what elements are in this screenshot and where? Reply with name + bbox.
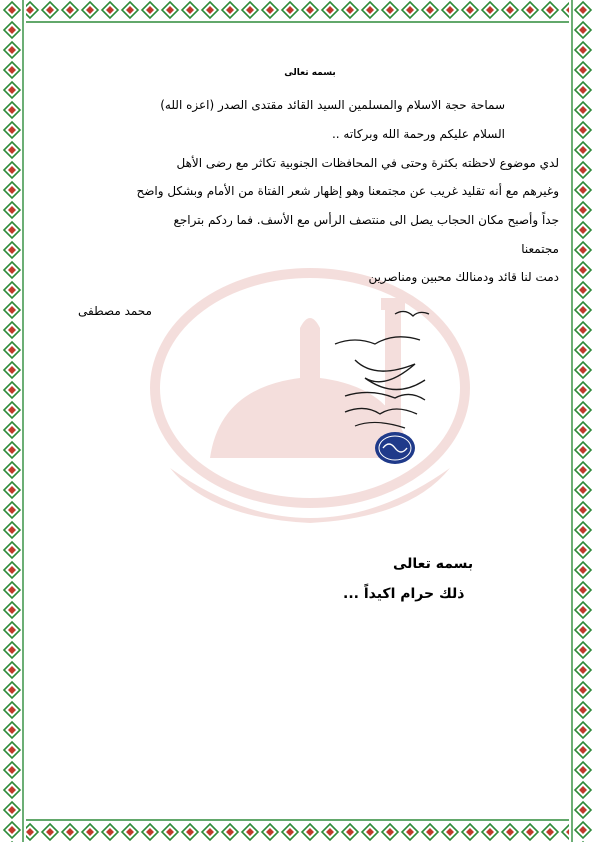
body-line: لدي موضوع لاحظته بكثرة وحتى في المحافظات الجنوبية تكاثر مع رضى الأهل bbox=[176, 156, 559, 170]
decorative-border-top bbox=[0, 0, 595, 26]
reply-heading: بسمه تعالى bbox=[393, 556, 474, 572]
letter-heading: بسمه تعالى bbox=[284, 68, 336, 78]
body-line: جداً وأصبح مكان الحجاب يصل الى منتصف الرأس مع الأسف. فما ردكم بتراجع bbox=[173, 213, 559, 227]
official-seal-stamp bbox=[373, 430, 417, 466]
reply-text: ذلك حرام اكيداً ... bbox=[343, 586, 465, 602]
sender-name: محمد مصطفى bbox=[78, 304, 152, 318]
decorative-border-left bbox=[0, 0, 26, 842]
handwritten-annotation bbox=[325, 300, 435, 435]
decorative-border-bottom bbox=[0, 816, 595, 842]
salutation-line: سماحة حجة الاسلام والمسلمين السيد القائد مقتدى الصدر (اعزه الله) bbox=[160, 98, 505, 112]
body-line: دمت لنا قائد ودمنالك محبين ومناصرين bbox=[368, 270, 559, 284]
decorative-border-right bbox=[569, 0, 595, 842]
body-line: مجتمعنا bbox=[521, 242, 559, 256]
body-line: وغيرهم مع أنه تقليد غريب عن مجتمعنا وهو إظهار شعر الفتاة من الأمام وبشكل واضح bbox=[136, 184, 559, 198]
greeting-line: السلام عليكم ورحمة الله وبركاته .. bbox=[331, 127, 505, 141]
